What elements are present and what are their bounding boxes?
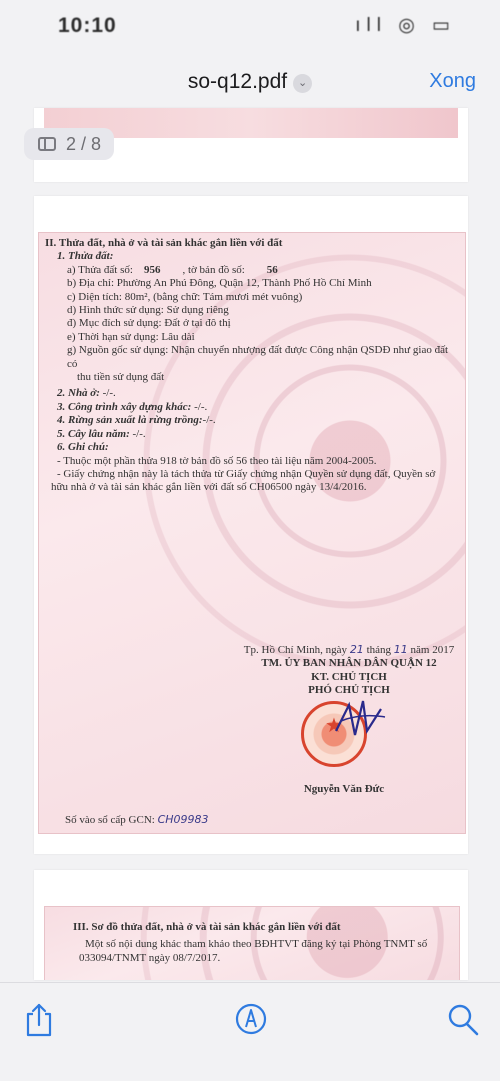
origin-line-2: thu tiền sử dụng đất bbox=[77, 371, 165, 384]
authority-3: PHÓ CHỦ TỊCH bbox=[308, 684, 390, 697]
registry-label: Số vào sổ cấp GCN: bbox=[65, 814, 155, 826]
registry-value: CH09983 bbox=[157, 813, 209, 826]
duration-line: e) Thời hạn sử dụng: Lâu dài bbox=[67, 330, 195, 343]
parcel-label: a) Thửa đất số: bbox=[67, 263, 133, 276]
share-icon[interactable] bbox=[22, 1001, 56, 1037]
issue-date bbox=[239, 643, 459, 657]
signature-scribble-icon bbox=[331, 691, 391, 751]
construction-label: 3. Công trình xây dựng khác: bbox=[57, 400, 192, 413]
sidebar-icon bbox=[38, 137, 56, 151]
bottom-toolbar bbox=[0, 982, 500, 1081]
map-label: , tờ bản đồ số: bbox=[182, 263, 245, 276]
status-icons: ıll ◎ ▭ bbox=[355, 15, 456, 36]
purpose-line: đ) Mục đích sử dụng: Đất ở tại đô thị bbox=[67, 317, 231, 330]
page-indicator-label: 2 / 8 bbox=[66, 134, 102, 154]
markup-icon[interactable] bbox=[234, 1001, 268, 1037]
date-day: 21 bbox=[349, 643, 364, 656]
chevron-down-icon[interactable]: ⌄ bbox=[293, 74, 312, 93]
note-3: hữu nhà ở và tài sản khác gắn liền với đất số CH06500 ngày 13/4/2016. bbox=[51, 481, 367, 494]
land-heading: 1. Thửa đất: bbox=[57, 250, 114, 263]
registry-line bbox=[65, 813, 209, 827]
certificate-image-page-3 bbox=[44, 906, 460, 980]
section-title-3: III. Sơ đồ thửa đất, nhà ở và tài sản khác gắn liền với đất bbox=[73, 921, 341, 933]
house-label: 2. Nhà ở: bbox=[57, 387, 100, 400]
parcel-line bbox=[45, 264, 459, 277]
page3-line-1: Một số nội dung khác tham khảo theo BĐHTVT đăng ký tại Phòng TNMT số bbox=[85, 938, 428, 951]
date-prefix: Tp. Hồ Chí Minh, ngày bbox=[243, 644, 348, 656]
origin-line: g) Nguồn gốc sử dụng: Nhận chuyển nhượng đất được Công nhận QSDĐ như giao đất có bbox=[67, 344, 449, 370]
notes-heading: 6. Ghi chú: bbox=[57, 441, 109, 454]
page-indicator[interactable] bbox=[24, 128, 114, 160]
forest-value: -/-. bbox=[202, 414, 216, 427]
status-time: 10:10 bbox=[58, 14, 117, 37]
done-button[interactable]: Xong bbox=[429, 70, 476, 92]
house-line bbox=[45, 387, 459, 400]
section-title: II. Thửa đất, nhà ở và tài sản khác gắn liền với đất bbox=[45, 237, 283, 249]
date-month-label: tháng bbox=[366, 644, 392, 656]
authority-1: TM. ỦY BAN NHÂN DÂN QUẬN 12 bbox=[261, 657, 437, 670]
search-icon[interactable] bbox=[446, 1001, 480, 1037]
document-title-label: so-q12.pdf bbox=[187, 70, 288, 93]
area-line: c) Diện tích: 80m², (bằng chữ: Tám mươi mét vuông) bbox=[67, 290, 303, 303]
date-month: 11 bbox=[393, 643, 408, 656]
usage-form-line: d) Hình thức sử dụng: Sử dụng riêng bbox=[67, 304, 229, 317]
forest-line bbox=[45, 414, 459, 427]
signature-block bbox=[239, 643, 459, 698]
authority-2: KT. CHỦ TỊCH bbox=[311, 670, 387, 683]
certificate-image bbox=[38, 232, 466, 834]
house-value: -/-. bbox=[99, 387, 116, 400]
address-line: b) Địa chỉ: Phường An Phú Đông, Quận 12, Thành Phố Hồ Chí Minh bbox=[67, 277, 372, 290]
date-year: năm 2017 bbox=[410, 644, 455, 656]
construction-line bbox=[45, 401, 459, 414]
official-seal-icon: ★ bbox=[301, 701, 367, 767]
construction-value: -/-. bbox=[191, 400, 208, 413]
page3-line-2: 033094/TNMT ngày 08/7/2017. bbox=[79, 951, 221, 964]
perennial-value: -/-. bbox=[129, 427, 146, 440]
pdf-page-3 bbox=[34, 870, 468, 980]
note-2: - Giấy chứng nhận này là tách thửa từ Giấy chứng nhận Quyền sử dụng đất, Quyền sở bbox=[57, 467, 436, 480]
forest-label: 4. Rừng sản xuất là rừng trồng: bbox=[57, 414, 203, 427]
status-bar bbox=[0, 0, 500, 52]
perennial-label: 5. Cây lâu năm: bbox=[57, 427, 130, 440]
navigation-bar bbox=[0, 52, 500, 110]
document-title[interactable] bbox=[0, 70, 500, 94]
signer-name: Nguyễn Văn Đức bbox=[303, 783, 385, 795]
note-1: - Thuộc một phần thửa 918 tờ bản đồ số 56 theo tài liệu năm 2004-2005. bbox=[57, 454, 377, 467]
map-value: 56 bbox=[266, 263, 278, 276]
pdf-page-2 bbox=[34, 196, 468, 854]
parcel-value: 956 bbox=[143, 263, 161, 276]
perennial-line bbox=[45, 428, 459, 441]
